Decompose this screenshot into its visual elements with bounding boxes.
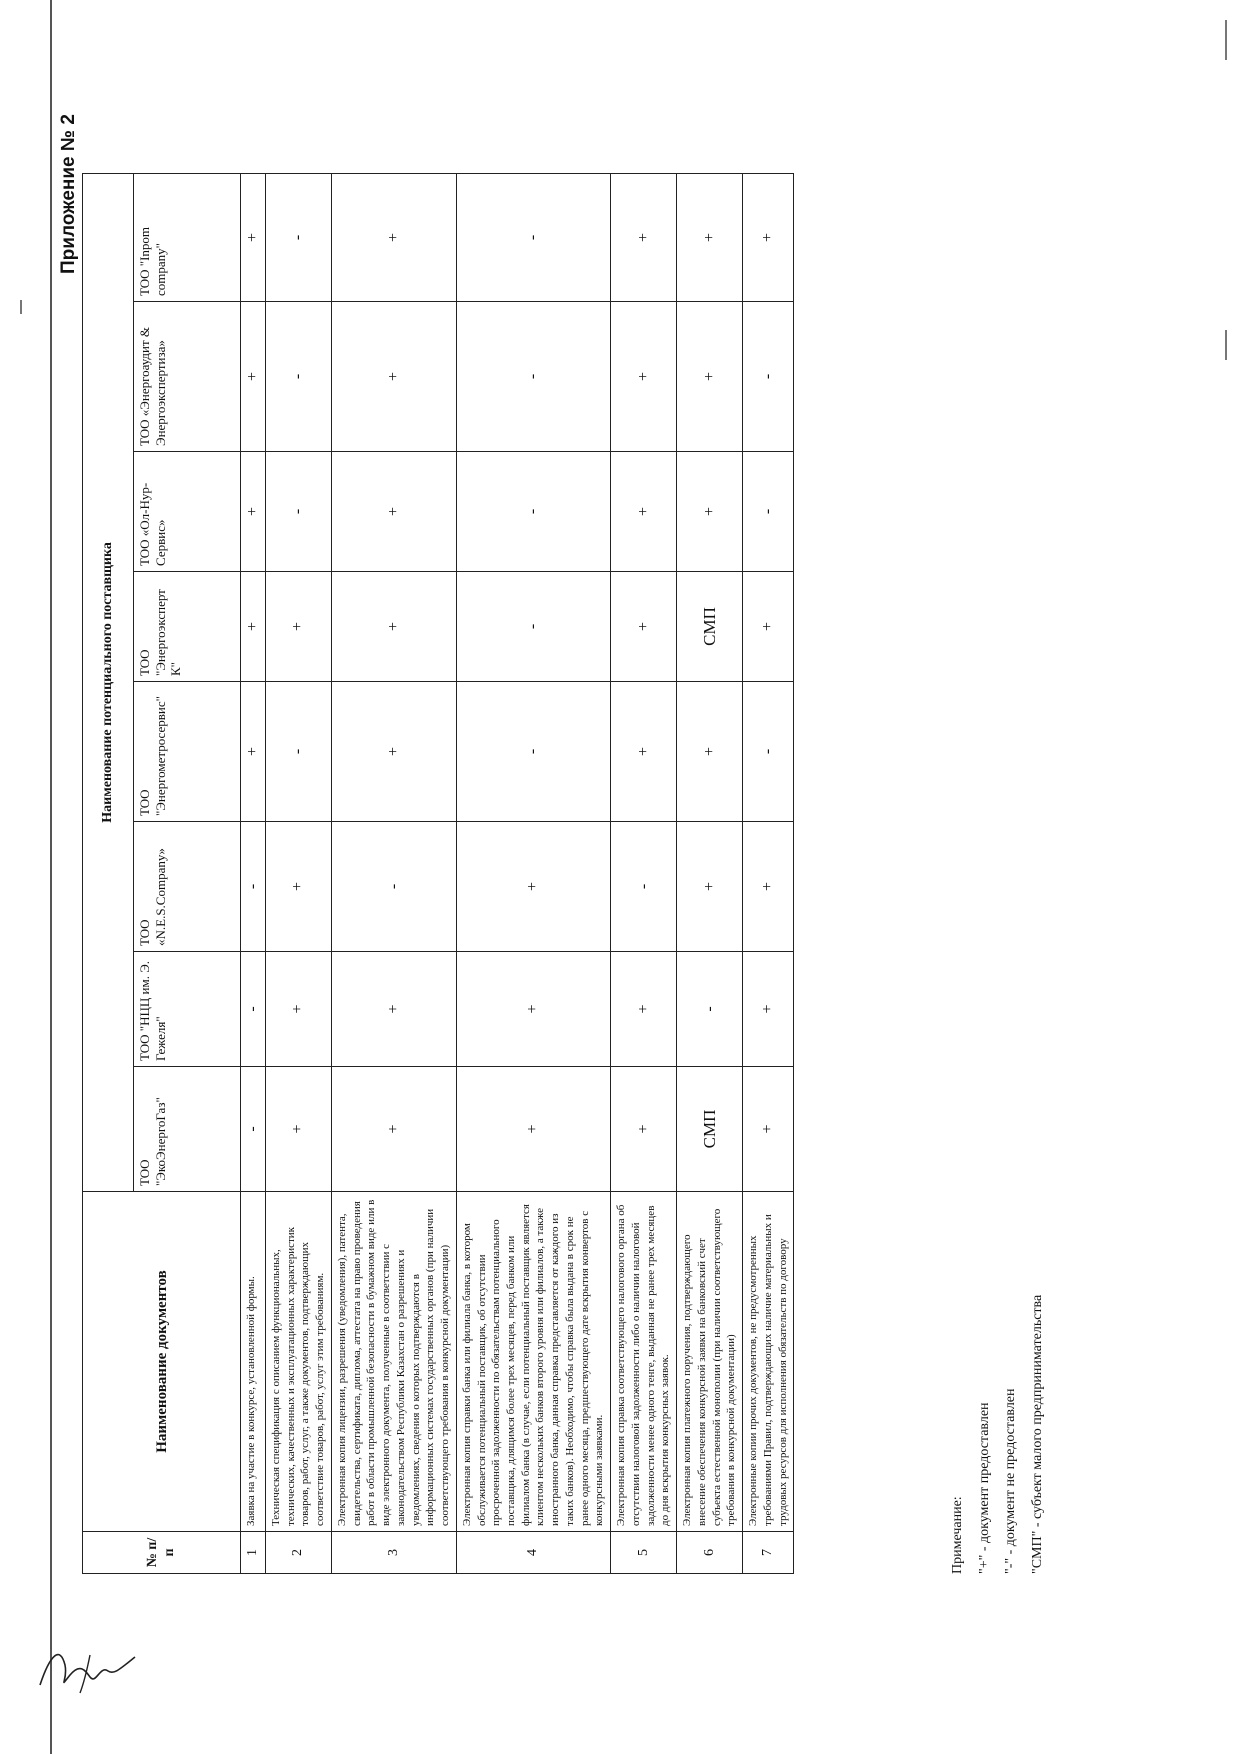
table-row — [611, 173, 677, 1573]
status-mark: - — [266, 452, 332, 572]
status-mark: - — [611, 822, 677, 952]
status-mark: + — [743, 572, 794, 682]
table-row — [266, 173, 332, 1573]
status-mark: - — [456, 173, 610, 301]
status-mark: - — [241, 1067, 266, 1192]
status-mark: - — [241, 952, 266, 1067]
status-mark: + — [611, 173, 677, 301]
row-number: 2 — [266, 1532, 332, 1574]
document-description: Электронная копия платежного поручения, подтверждающего внесение обеспечения конкурсной заявки на банковский счет субъекта естественной монополии (при наличии соответствующего требования в конкурсной документации) — [677, 1192, 743, 1532]
status-mark: + — [677, 302, 743, 452]
document-description: Электронные копии прочих документов, не предусмотренных требованиями Правил, подтверждающих наличие материальных и трудовых ресурсов для исполнения обязательств по договору — [743, 1192, 794, 1532]
status-mark: + — [331, 952, 456, 1067]
status-mark: + — [456, 952, 610, 1067]
status-mark: + — [611, 302, 677, 452]
status-mark: + — [743, 173, 794, 301]
supplier-header: ТОО "Энергометросервис" — [134, 682, 241, 822]
row-number: 4 — [456, 1532, 610, 1574]
status-mark: + — [241, 173, 266, 301]
status-mark: - — [241, 822, 266, 952]
status-mark: + — [743, 952, 794, 1067]
note-item: "+" - документ предоставлен — [976, 1402, 992, 1574]
status-mark: + — [241, 682, 266, 822]
status-mark: СМП — [677, 1067, 743, 1192]
status-mark: + — [677, 822, 743, 952]
supplier-header: ТОО "Энергоэксперт К" — [134, 572, 241, 682]
table-row — [456, 173, 610, 1573]
status-mark: + — [611, 952, 677, 1067]
row-number: 1 — [241, 1532, 266, 1574]
status-mark: + — [266, 1067, 332, 1192]
status-mark: + — [677, 682, 743, 822]
document-description: Электронная копия справки банка или филиала банка, в котором обслуживается потенциальный поставщик, об отсутствии просроченной задолженности по обязательствам потенциального поставщика, длящимся более трех месяцев, перед банком или филиалом банка (в случае, если потенциальный поставщик является клиентом нескольких банков второго уровня или филиалов, а также иностранного банка, данная справка представляется от каждого из таких банков). Необходимо, чтобы справка была выдана в срок не ранее одного месяца, предшествующего дате вскрытия конвертов с конкурсными заявками. — [456, 1192, 610, 1532]
status-mark: - — [456, 452, 610, 572]
supplier-header: ТОО «Энергоаудит & Энергоэкспертиза» — [134, 302, 241, 452]
status-mark: + — [611, 452, 677, 572]
notes-title: Примечание: — [950, 1496, 965, 1574]
status-mark: - — [456, 572, 610, 682]
row-number: 5 — [611, 1532, 677, 1574]
signature — [30, 1630, 140, 1700]
status-mark: - — [331, 822, 456, 952]
row-number: 6 — [677, 1532, 743, 1574]
status-mark: + — [331, 452, 456, 572]
status-mark: + — [331, 572, 456, 682]
status-mark: - — [743, 682, 794, 822]
document-description: Техническая спецификация с описанием функциональных, технических, качественных и эксплуатационных характеристик товаров, работ, услуг, а также документов, подтверждающих соответствие товаров, работ, услуг этим требованиям. — [266, 1192, 332, 1532]
status-mark: + — [743, 1067, 794, 1192]
documents-column-header: Наименование документов — [83, 1192, 241, 1532]
status-mark: + — [331, 682, 456, 822]
row-number: 3 — [331, 1532, 456, 1574]
status-mark: + — [241, 452, 266, 572]
supplier-header: ТОО "НЦЦ им. Э. Гежеля" — [134, 952, 241, 1067]
status-mark: + — [743, 822, 794, 952]
status-mark: - — [456, 682, 610, 822]
status-mark: + — [266, 822, 332, 952]
document-description: Заявка на участие в конкурсе, установленной формы. — [241, 1192, 266, 1532]
supplier-header: ТОО «N.E.S.Company» — [134, 822, 241, 952]
status-mark: + — [611, 682, 677, 822]
status-mark: + — [241, 302, 266, 452]
status-mark: - — [677, 952, 743, 1067]
status-mark: + — [611, 572, 677, 682]
status-mark: + — [456, 1067, 610, 1192]
status-mark: + — [266, 952, 332, 1067]
supplier-header: ТОО "ЭкоЭнергоГаз" — [134, 1067, 241, 1192]
document-description: Электронная копия справка соответствующего налогового органа об отсутствии налоговой задолженности либо о наличии налоговой задолженности менее одного тенге, выданная не ранее трех месяцев до дня вскрытия конкурсных заявок. — [611, 1192, 677, 1532]
table-row — [331, 173, 456, 1573]
row-number: 7 — [743, 1532, 794, 1574]
status-mark: - — [743, 302, 794, 452]
status-mark: + — [241, 572, 266, 682]
table-row — [677, 173, 743, 1573]
documents-table-body — [241, 173, 794, 1573]
status-mark: - — [266, 173, 332, 301]
supplier-header: ТОО «Ол-Нур-Сервис» — [134, 452, 241, 572]
status-mark: + — [331, 1067, 456, 1192]
status-mark: - — [743, 452, 794, 572]
status-mark: + — [331, 173, 456, 301]
document-description: Электронная копия лицензии, разрешения (уведомления), патента, свидетельства, сертификата, диплома, аттестата на право проведения работ в области промышленной безопасности в бумажном виде или в виде электронного документа, полученные в соответствии с законодательством Республики Казахстан о разрешениях и уведомлениях, сведения о которых подтверждаются в информационных системах государственных органов (при наличии соответствующего требования в конкурсной документации) — [331, 1192, 456, 1532]
status-mark: + — [611, 1067, 677, 1192]
note-item: "-" - документ не предоставлен — [1003, 1388, 1019, 1574]
status-mark: - — [266, 302, 332, 452]
status-mark: - — [266, 682, 332, 822]
status-mark: + — [677, 452, 743, 572]
num-column-header: № п/п — [83, 1532, 241, 1574]
supplier-header: ТОО "Inpom company" — [134, 173, 241, 301]
note-item: "СМП" - субъект малого предпринимательства — [1029, 1294, 1045, 1574]
status-mark: - — [456, 302, 610, 452]
status-mark: + — [266, 572, 332, 682]
status-mark: СМП — [677, 572, 743, 682]
suppliers-group-header: Наименование потенциального поставщика — [83, 173, 134, 1191]
table-row — [241, 173, 266, 1573]
status-mark: + — [331, 302, 456, 452]
notes — [945, 1295, 1051, 1574]
appendix-title: Приложение № 2 — [58, 114, 79, 274]
documents-table — [82, 173, 794, 1574]
table-row — [743, 173, 794, 1573]
status-mark: + — [677, 173, 743, 301]
status-mark: + — [456, 822, 610, 952]
